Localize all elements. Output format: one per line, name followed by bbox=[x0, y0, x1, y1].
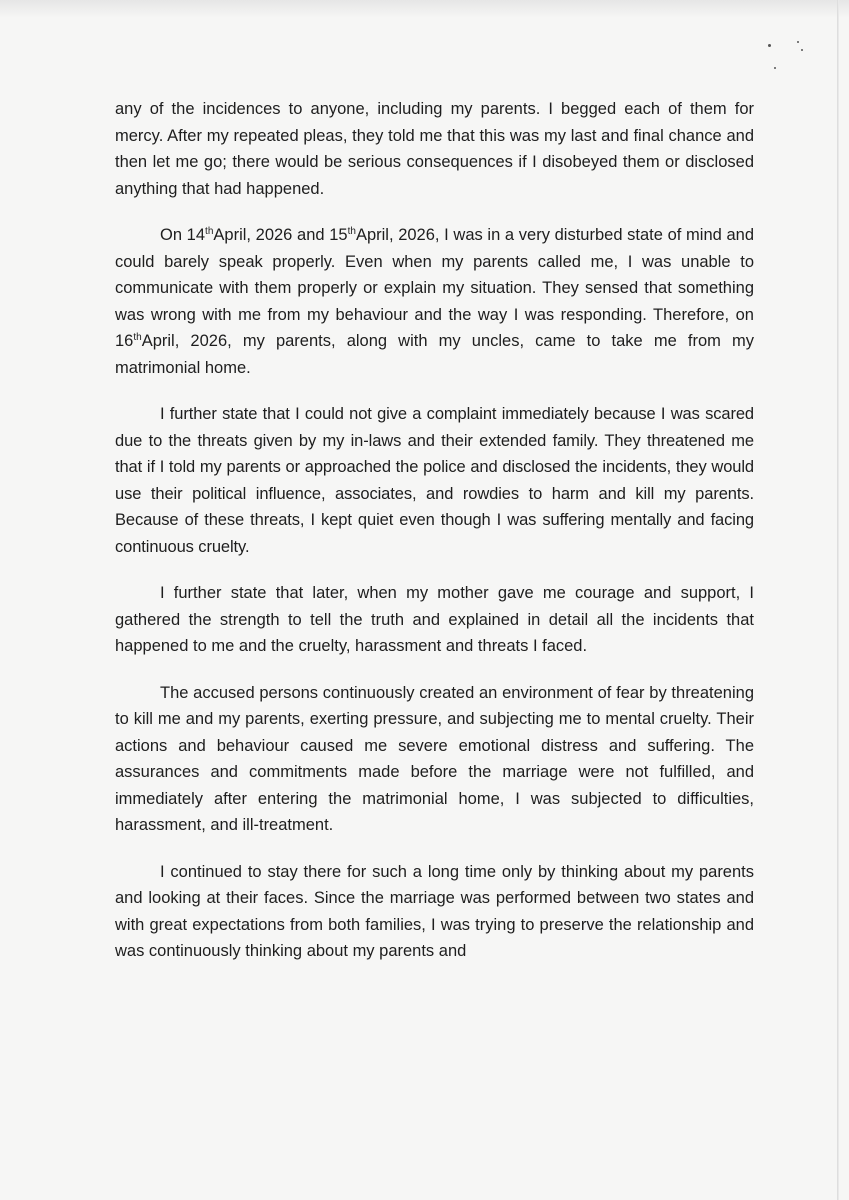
scan-edge bbox=[837, 0, 839, 1200]
paragraph-2 bbox=[115, 222, 754, 381]
ordinal-suffix: th bbox=[347, 226, 356, 237]
paragraph-2-part-b: April, 2026 and 15 bbox=[213, 226, 348, 244]
paragraph-2-part-d: April, 2026, my parents, along with my uncles, came to take me from my matrimonial home. bbox=[115, 332, 754, 377]
scan-speck bbox=[768, 44, 771, 47]
paragraph-2-part-a: On 14 bbox=[160, 226, 206, 244]
paragraph-1: any of the incidences to anyone, including my parents. I begged each of them for mercy. After my repeated pleas, they told me that this was my last and final chance and then let me go; there would be serious consequences if I disobeyed them or disclosed anything that had happened. bbox=[115, 100, 754, 198]
paragraph-3: I further state that I could not give a complaint immediately because I was scared due to the threats given by my in-laws and their extended family. They threatened me that if I told my parents or approached the police and disclosed the incidents, they would use their political influence, associates, and rowdies to harm and kill my parents. Because of these threats, I kept quiet even though I was suffering mentally and facing continuous cruelty. bbox=[115, 405, 754, 556]
scan-speck bbox=[774, 67, 776, 69]
ordinal-suffix: th bbox=[133, 332, 142, 343]
paragraph-2-part-c: April, 2026, I was in a very disturbed state of mind and could barely speak properly. Even when my parents called me, I was unable to communicate with them properly or explain my situation. They sensed that something was wrong with me from my behaviour and the way I was responding. Therefore, on 16 bbox=[115, 226, 755, 350]
scan-speck bbox=[797, 41, 799, 43]
document-body bbox=[115, 96, 754, 985]
paragraph-6: I continued to stay there for such a long time only by thinking about my parents and looking at their faces. Since the marriage was performed between two states and with great expectations from both families, I was trying to preserve the relationship and was continuously thinking about my parents and bbox=[115, 862, 754, 960]
scan-shadow bbox=[0, 0, 849, 18]
scan-speck bbox=[801, 49, 803, 51]
ordinal-suffix: th bbox=[205, 226, 214, 237]
paragraph-4: I further state that later, when my mother gave me courage and support, I gathered the strength to tell the truth and explained in detail all the incidents that happened to me and the cruelty, harassment and threats I faced. bbox=[115, 584, 754, 655]
paragraph-5: The accused persons continuously created an environment of fear by threatening to kill me and my parents, exerting pressure, and subjecting me to mental cruelty. Their actions and behaviour caused me severe emotional distress and suffering. The assurances and commitments made before the marriage were not fulfilled, and immediately after entering the matrimonial home, I was subjected to difficulties, harassment, and ill-treatment. bbox=[115, 683, 754, 834]
